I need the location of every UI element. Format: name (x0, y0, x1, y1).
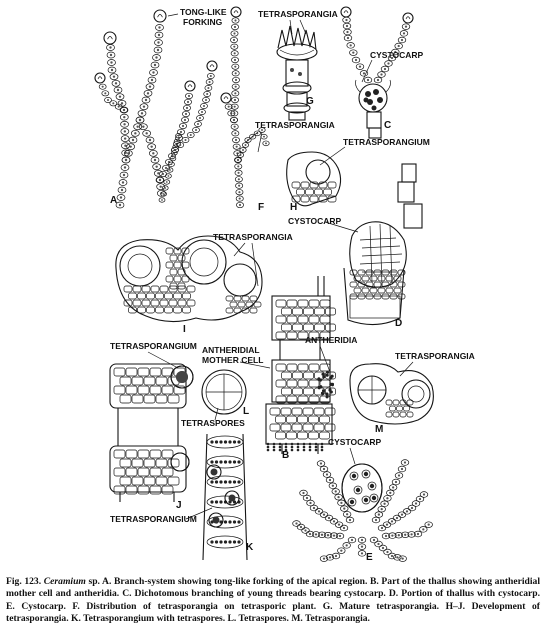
panel-letter-g: G (306, 96, 314, 107)
panel-letter-f: F (258, 202, 265, 213)
panel-letter-c: C (384, 120, 392, 131)
svg-text:TETRASPORANGIA: TETRASPORANGIA (395, 351, 475, 361)
panel-b-antheridia (202, 276, 357, 461)
panel-l-tetraspores (181, 370, 249, 428)
svg-text:TETRASPORANGIA: TETRASPORANGIA (258, 9, 338, 19)
panel-a-branch-system (95, 10, 217, 208)
svg-text:ANTHERIDIA: ANTHERIDIA (305, 335, 358, 345)
svg-text:TETRASPORANGIUM: TETRASPORANGIUM (110, 514, 197, 524)
svg-text:TETRASPORANGIUM: TETRASPORANGIUM (343, 137, 430, 147)
svg-text:CYSTOCARP: CYSTOCARP (370, 50, 424, 60)
svg-text:CYSTOCARP: CYSTOCARP (328, 437, 382, 447)
caption-figure-number: Fig. 123. (6, 576, 42, 587)
label-tetrasporangia-f (246, 120, 335, 152)
panel-letter-a: A (110, 195, 118, 206)
panel-f-tetrasporic-plant (221, 7, 269, 213)
panel-i-tetrasporangia-cluster (116, 232, 293, 335)
panel-letter-m: M (375, 424, 384, 435)
panel-letter-i: I (183, 324, 186, 335)
svg-text:MOTHER CELL: MOTHER CELL (202, 355, 264, 365)
svg-text:TONG-LIKE: TONG-LIKE (180, 7, 227, 17)
caption-text: sp. A. Branch-system showing tong-like forking of the apical region. B. Part of the thallus showing antheridial mother cell and antheridia. C. Dichotomous branching of young threads bearing cystocarp. D. Portion of thallus with cystocarp. E. Cystocarp. F. Distribution of tetrasporangia on tetrasporic plant. G. Mature tetrasporangia. H–J. Development of tetrasporangia. K. Tetrasporangium with tetraspores. L. Tetraspores. M. Tetrasporangia. (6, 576, 540, 625)
label-tong-like-forking (168, 7, 227, 27)
panel-letter-k: K (246, 542, 254, 553)
panel-letter-d: D (395, 318, 403, 329)
svg-text:TETRASPORANGIA: TETRASPORANGIA (213, 232, 293, 242)
panel-letter-l: L (243, 406, 250, 417)
svg-text:TETRASPORANGIA: TETRASPORANGIA (255, 120, 335, 130)
svg-text:TETRASPORANGIUM: TETRASPORANGIUM (110, 341, 197, 351)
caption-genus: Ceramium (43, 576, 86, 587)
panel-letter-b: B (282, 450, 290, 461)
figure-caption (6, 576, 540, 626)
panel-letter-e: E (366, 552, 373, 563)
panel-letter-j: J (176, 500, 182, 511)
panel-c-cystocarp-branching (341, 7, 424, 138)
panel-letter-h: H (290, 202, 298, 213)
panel-m-tetrasporangia (350, 351, 475, 435)
svg-text:FORKING: FORKING (183, 17, 223, 27)
panel-g-mature-tetrasporangia (258, 9, 338, 120)
panel-e-cystocarp (293, 437, 433, 563)
svg-text:ANTHERIDIAL: ANTHERIDIAL (202, 345, 260, 355)
svg-text:CYSTOCARP: CYSTOCARP (288, 216, 342, 226)
svg-text:TETRASPORES: TETRASPORES (181, 418, 245, 428)
